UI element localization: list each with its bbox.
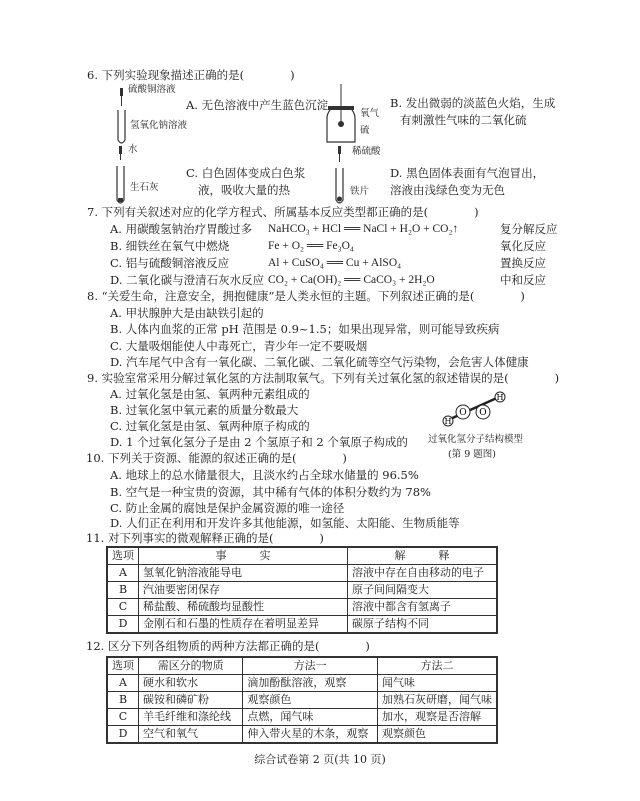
test-tube-dropper-figure-a <box>118 88 128 148</box>
table-row <box>107 616 497 634</box>
question-6-stem: 6. 下列实验现象描述正确的是( ) <box>87 68 295 82</box>
hydrogen-peroxide-model-figure <box>440 390 510 430</box>
label-dilute-sulfuric-acid: 稀硫酸 <box>352 146 381 157</box>
label-sodium-hydroxide: 氢氧化钠溶液 <box>130 120 188 131</box>
option-7d-type: 中和反应 <box>500 273 546 287</box>
option-8b: B. 人体内血浆的正常 pH 范围是 0.9~1.5；如果出现异常，则可能导致疾病 <box>110 322 500 336</box>
header-option: 选项 <box>107 547 139 565</box>
test-tube-figure-d <box>336 146 346 206</box>
table-header-row <box>107 547 497 565</box>
question-12-stem: 12. 区分下列各组物质的两种方法都正确的是( ) <box>86 639 370 653</box>
option-7d-equation: CO₂ + Ca(OH)₂ ══ CaCO₃ + 2H₂O <box>268 274 435 286</box>
label-sulfur: 硫 <box>360 125 370 136</box>
option-6d-line2: 溶液由浅绿色变为无色 <box>390 183 505 197</box>
option-10b: B. 空气是一种宝贵的资源，其中稀有气体的体积分数约为 78% <box>110 485 431 499</box>
option-10d: D. 人们正在利用和开发许多其他能源，如氢能、太阳能、生物质能等 <box>110 516 460 530</box>
row-explanation: 溶液中都含有氢离子 <box>348 599 498 616</box>
option-6a: A. 无色溶液中产生蓝色沉淀 <box>186 98 329 112</box>
page-footer: 综合试卷第 2 页(共 10 页) <box>254 753 386 766</box>
table-row <box>107 565 497 582</box>
label-oxygen: 氧气 <box>360 108 380 119</box>
figure-note: (第 9 题图) <box>448 449 496 460</box>
row-substances: 碳铵和磷矿粉 <box>139 692 243 709</box>
option-6b-line2: 有刺激性气味的二氧化硫 <box>400 113 527 127</box>
row-method-two: 加熟石灰研磨，闻气味 <box>378 692 498 709</box>
option-9b: B. 过氧化氢中氧元素的质量分数最大 <box>110 403 299 417</box>
option-9c: C. 过氧化氢是由氢、氧两种原子构成的 <box>110 419 310 433</box>
atom-o1: O <box>459 408 467 418</box>
option-7c-equation: Al + CuSO₄ ══ Cu + AlSO₄ <box>268 257 402 269</box>
header-method-two: 方法二 <box>378 657 498 675</box>
option-7b-type: 氧化反应 <box>500 239 546 253</box>
row-substances: 硬水和软水 <box>139 675 243 692</box>
row-fact: 汽油要密闭保存 <box>139 582 348 599</box>
row-method-two: 观察颜色 <box>378 726 498 744</box>
option-7a-type: 复分解反应 <box>500 222 558 236</box>
option-8d: D. 汽车尾气中含有一氧化碳、二氧化碳、二氧化硫等空气污染物，会危害人体健康 <box>110 355 529 369</box>
header-option: 选项 <box>107 657 139 675</box>
row-option: B <box>107 692 139 709</box>
row-method-one: 伸入带火星的木条，观察 <box>243 726 378 744</box>
label-copper-sulfate: 硫酸铜溶液 <box>128 84 176 95</box>
row-option: C <box>107 709 139 726</box>
row-substances: 空气和氧气 <box>139 726 243 744</box>
row-option: D <box>107 616 139 634</box>
option-6b-line1: B. 发出微弱的淡蓝色火焰，生成 <box>390 96 556 110</box>
row-explanation: 碳原子结构不同 <box>348 616 498 634</box>
header-substances: 需区分的物质 <box>139 657 243 675</box>
option-8c: C. 大量吸烟能使人中毒死亡，青少年一定不要吸烟 <box>110 339 368 353</box>
atom-h1: H <box>444 417 452 426</box>
option-7c-type: 置换反应 <box>500 256 546 270</box>
atom-o2: O <box>479 408 487 418</box>
table-row <box>107 582 497 599</box>
table-header-row <box>107 657 497 675</box>
question-12-table <box>106 656 498 744</box>
label-iron-sheet: 铁片 <box>350 186 370 197</box>
header-fact: 事 实 <box>139 547 348 565</box>
row-method-one: 观察颜色 <box>243 692 378 709</box>
option-7b-equation: Fe + O₂ ══ Fe₃O₄ <box>268 240 354 252</box>
row-fact: 稀盐酸、稀硫酸均显酸性 <box>139 599 348 616</box>
option-6d-line1: D. 黑色固体表面有气泡冒出， <box>390 166 545 180</box>
test-tube-figure-c <box>117 146 127 206</box>
label-water: 水 <box>128 144 138 155</box>
header-method-one: 方法一 <box>243 657 378 675</box>
row-option: D <box>107 726 139 744</box>
option-7b-desc: B. 细铁丝在氧气中燃烧 <box>110 239 230 253</box>
label-quicklime: 生石灰 <box>130 182 159 193</box>
option-7a-equation: NaHCO₃ + HCl ══ NaCl + H₂O + CO₂↑ <box>268 223 459 235</box>
question-10-stem: 10. 下列关于资源、能源的叙述正确的是( ) <box>86 451 347 465</box>
figure-caption: 过氧化氢分子结构模型 <box>428 434 524 445</box>
option-9a: A. 过氧化氢是由氢、氧两种元素组成的 <box>110 387 310 401</box>
row-explanation: 原子间间隔变大 <box>348 582 498 599</box>
question-9-stem: 9. 实验室常采用分解过氧化氢的方法制取氧气。下列有关过氧化氢的叙述错误的是( ) <box>87 371 560 385</box>
table-row <box>107 599 497 616</box>
option-9d: D. 1 个过氧化氢分子是由 2 个氢原子和 2 个氧原子构成的 <box>110 435 408 449</box>
row-method-one: 点燃，闻气味 <box>243 709 378 726</box>
question-11-stem: 11. 对下列事实的微观解释正确的是( ) <box>86 531 324 545</box>
option-6c-line1: C. 白色固体变成白色浆 <box>186 166 306 180</box>
row-option: C <box>107 599 139 616</box>
question-11-table <box>106 546 498 634</box>
option-7a-desc: A. 用碳酸氢钠治疗胃酸过多 <box>110 222 253 236</box>
question-8-stem: 8. “关爱生命，注意安全，拥抱健康”是人类永恒的主题。下列叙述正确的是( ) <box>87 289 525 303</box>
row-fact: 金刚石和石墨的性质存在着明显差异 <box>139 616 348 634</box>
question-7-stem: 7. 下列有关叙述对应的化学方程式、所属基本反应类型都正确的是( ) <box>87 205 479 219</box>
row-option: B <box>107 582 139 599</box>
table-row <box>107 692 497 709</box>
row-substances: 羊毛纤维和涤纶线 <box>139 709 243 726</box>
row-method-two: 加水，观察是否溶解 <box>378 709 498 726</box>
table-row <box>107 709 497 726</box>
option-10c: C. 防止金属的腐蚀是保护金属资源的唯一途径 <box>110 501 345 515</box>
option-6c-line2: 液，吸收大量的热 <box>198 183 290 197</box>
row-fact: 氢氧化钠溶液能导电 <box>139 565 348 582</box>
atom-h2: H <box>496 393 504 402</box>
row-option: A <box>107 675 139 692</box>
option-7d-desc: D. 二氧化碳与澄清石灰水反应 <box>110 273 265 287</box>
gas-jar-figure-b <box>326 84 356 144</box>
row-option: A <box>107 565 139 582</box>
table-row <box>107 675 497 692</box>
row-method-two: 闻气味 <box>378 675 498 692</box>
option-8a: A. 甲状腺肿大是由缺铁引起的 <box>110 306 264 320</box>
row-explanation: 溶液中存在自由移动的电子 <box>348 565 498 582</box>
row-method-one: 滴加酚酞溶液，观察 <box>243 675 378 692</box>
table-row <box>107 726 497 744</box>
option-10a: A. 地球上的总水储量很大，且淡水约占全球水储量的 96.5% <box>110 468 419 482</box>
option-7c-desc: C. 铝与硫酸铜溶液反应 <box>110 256 230 270</box>
header-explanation: 解 释 <box>348 547 498 565</box>
